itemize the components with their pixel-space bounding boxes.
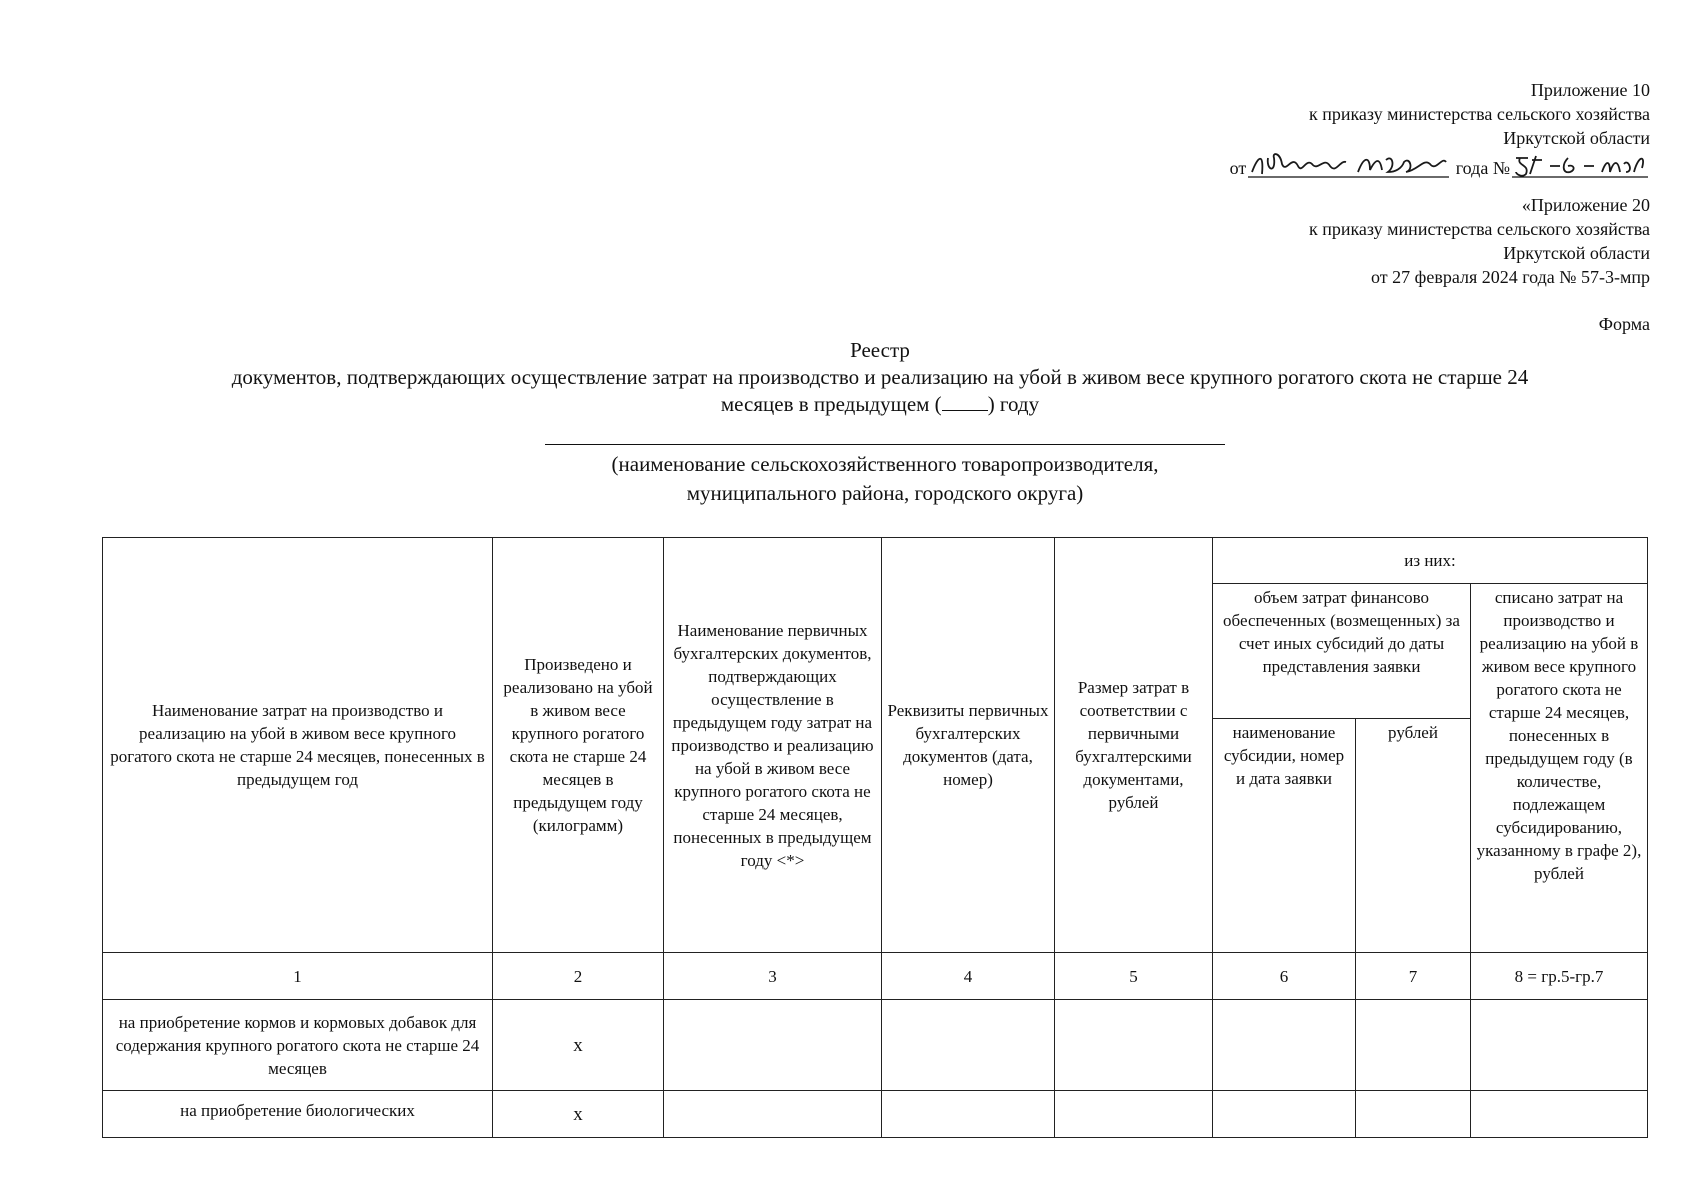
table-row [103, 1091, 1648, 1138]
table-cell [1471, 1091, 1648, 1138]
subtitle-line2-end: ) году [987, 392, 1040, 416]
table-cell [1356, 1091, 1471, 1138]
appendix-10-region: Иркутской области [1503, 128, 1650, 148]
appendix-10-heading [1230, 78, 1650, 180]
handwritten-date-signature [1246, 150, 1451, 180]
column-number: 4 [882, 953, 1055, 1000]
appendix-20-heading [1309, 193, 1650, 289]
row-col2-mark: x [493, 1000, 664, 1091]
row-cost-name: на приобретение биологических [103, 1091, 493, 1138]
appendix-20-title: «Приложение 20 [1521, 195, 1650, 215]
appendix-10-title: Приложение 10 [1530, 80, 1650, 100]
header-col1: Наименование затрат на производство и реализацию на убой в живом весе крупного рогатого скота не старше 24 месяцев, понесенных в предыдущем год [103, 538, 493, 953]
table-cell [1213, 1091, 1356, 1138]
appendix-10-order-ref: к приказу министерства сельского хозяйства [1308, 104, 1650, 124]
table-cell [1055, 1091, 1213, 1138]
header-col2: Произведено и реализовано на убой в живом весе крупного рогатого скота не старше 24 месяцев в предыдущем году (килограмм) [493, 538, 664, 953]
register-subtitle [100, 364, 1660, 418]
header-col7: рублей [1356, 719, 1471, 953]
appendix-20-date: от 27 февраля 2024 года № 57-3-мпр [1371, 267, 1650, 287]
date-prefix: от [1229, 158, 1247, 178]
organization-name-line [545, 444, 1225, 445]
table-row [103, 1000, 1648, 1091]
form-label: Форма [1598, 314, 1650, 334]
table-cell [664, 1000, 882, 1091]
register-title: Реестр [850, 338, 910, 362]
appendix-20-region: Иркутской области [1503, 243, 1650, 263]
organization-caption-line2: муниципального района, городского округа) [686, 481, 1084, 505]
appendix-20-order-ref: к приказу министерства сельского хозяйства [1308, 219, 1650, 239]
header-col6: наименование субсидии, номер и дата заявки [1213, 719, 1356, 953]
organization-caption [445, 450, 1325, 508]
register-subtitle-line2 [100, 391, 1660, 418]
column-number: 6 [1213, 953, 1356, 1000]
column-number: 5 [1055, 953, 1213, 1000]
table-cell [1055, 1000, 1213, 1091]
column-number: 7 [1356, 953, 1471, 1000]
register-subtitle-line1: документов, подтверждающих осуществление затрат на производство и реализацию на убой в живом весе крупного рогатого скота не старше 24 [231, 365, 1529, 389]
table-cell [1213, 1000, 1356, 1091]
column-number: 3 [664, 953, 882, 1000]
year-blank-field [942, 392, 988, 411]
year-number-label: года № [1455, 158, 1510, 178]
row-col2-mark: x [493, 1091, 664, 1138]
organization-caption-line1: (наименование сельскохозяйственного товаропроизводителя, [611, 452, 1159, 476]
table-cell [882, 1000, 1055, 1091]
column-number: 1 [103, 953, 493, 1000]
header-col4: Реквизиты первичных бухгалтерских документов (дата, номер) [882, 538, 1055, 953]
row-cost-name: на приобретение кормов и кормовых добавок для содержания крупного рогатого скота не старше 24 месяцев [103, 1000, 493, 1091]
header-col5: Размер затрат в соответствии с первичными бухгалтерскими документами, рублей [1055, 538, 1213, 953]
column-numbers-row [103, 953, 1648, 1000]
column-number: 8 = гр.5-гр.7 [1471, 953, 1648, 1000]
table-cell [882, 1091, 1055, 1138]
header-group-6-7: объем затрат финансово обеспеченных (возмещенных) за счет иных субсидий до даты представления заявки [1213, 584, 1471, 719]
appendix-10-date-row [1230, 150, 1650, 180]
subtitle-line2-start: месяцев в предыдущем ( [720, 392, 942, 416]
table-cell [1471, 1000, 1648, 1091]
header-col3: Наименование первичных бухгалтерских документов, подтверждающих осуществление в предыдущем году затрат на производство и реализацию на убой в живом весе крупного рогатого скота не старше 24 месяцев, понесенных в предыдущем году <*> [664, 538, 882, 953]
table-cell [1356, 1000, 1471, 1091]
handwritten-order-number [1510, 150, 1650, 180]
column-number: 2 [493, 953, 664, 1000]
register-table [102, 537, 1648, 1138]
table-cell [664, 1091, 882, 1138]
header-of-them: из них: [1213, 538, 1648, 584]
header-col8: списано затрат на производство и реализацию на убой в живом весе крупного рогатого скота не старше 24 месяцев, понесенных в предыдущем году (в количестве, подлежащем субсидированию, указанному в графе 2), рублей [1471, 584, 1648, 953]
